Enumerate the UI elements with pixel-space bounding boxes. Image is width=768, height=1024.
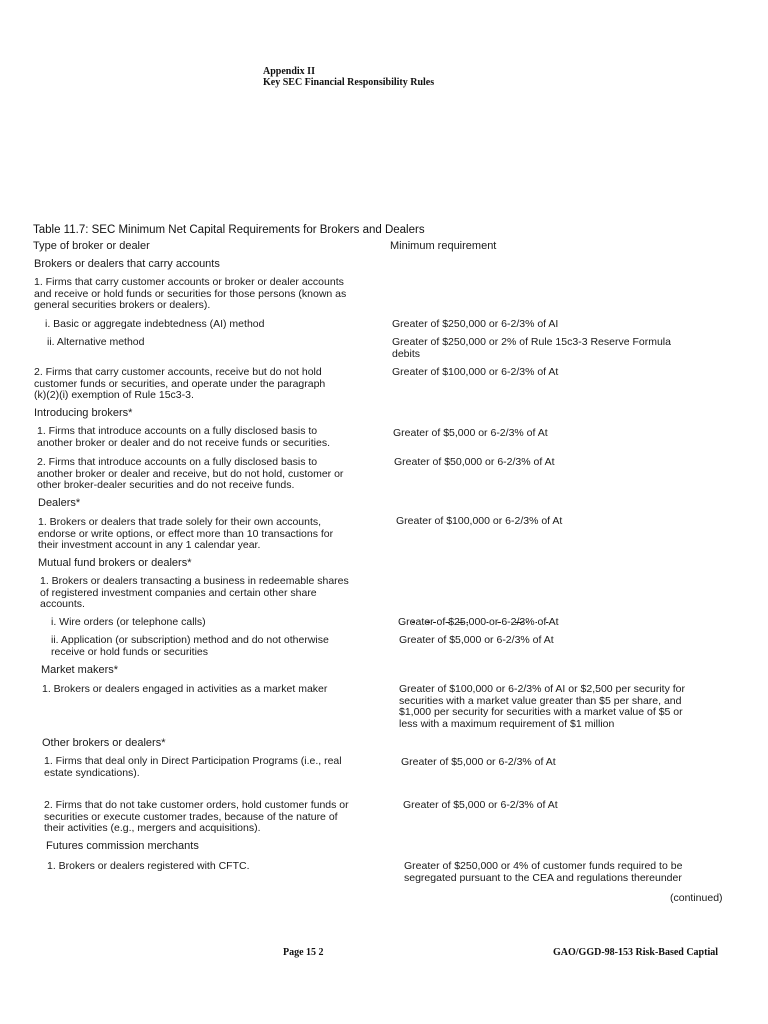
req-carry-1-ii: [392, 337, 671, 360]
continued-note: (continued): [670, 892, 723, 904]
section-introducing-brokers: Introducing brokers*: [34, 407, 133, 419]
req-introducing-1: Greater of $5,000 or 6-2/3% of At: [393, 427, 548, 439]
text-line: 1. Firms that carry customer accounts or broker or dealer accounts: [34, 276, 344, 288]
row-futures-1: 1. Brokers or dealers registered with CFTC.: [47, 860, 250, 872]
text-line: 2. Firms that introduce accounts on a fully disclosed basis to: [37, 456, 318, 468]
text-line: their activities (e.g., mergers and acquisitions).: [44, 822, 261, 834]
text-line: another broker or dealer and do not receive funds or securities.: [37, 436, 331, 449]
row-carry-1: [34, 277, 346, 312]
text-line: estate syndications).: [44, 766, 140, 779]
req-futures-1: [404, 861, 682, 884]
column-header-type: Type of broker or dealer: [33, 240, 150, 252]
section-dealers: Dealers*: [38, 497, 81, 509]
text-line: Greater of $250,000 or 4% of customer funds required to be: [404, 860, 683, 872]
appendix-header: [263, 66, 434, 88]
text-line: another broker or dealer and receive, but do not hold, customer or: [37, 467, 344, 480]
row-other-1: [44, 756, 342, 779]
req-carry-1-i: Greater of $250,000 or 6-2/3% of AI: [392, 318, 559, 330]
text-line: securities or execute customer trades, because of the nature of: [44, 810, 338, 823]
req-mutual-1-ii: Greater of $5,000 or 6-2/3% of At: [399, 634, 554, 646]
document-id: GAO/GGD-98-153 Risk-Based Captial: [553, 947, 719, 958]
page-number: Page 15 2: [283, 947, 324, 958]
row-carry-1-i: i. Basic or aggregate indebtedness (AI) method: [45, 318, 265, 330]
appendix-label: Appendix II: [263, 66, 315, 77]
text-line: 1. Firms that deal only in Direct Participation Programs (i.e., real: [44, 755, 342, 767]
section-mutual-fund: Mutual fund brokers or dealers*: [38, 557, 192, 569]
req-dealers-1: Greater of $100,000 or 6-2/3% of At: [396, 515, 563, 527]
text-line: less with a maximum requirement of $1 million: [399, 717, 615, 730]
section-market-makers: Market makers*: [41, 664, 119, 676]
req-mutual-1-i: Greater of $25,000 or 6-2/3% of At: [398, 616, 559, 628]
text-line: endorse or write options, or effect more than 10 transactions for: [38, 527, 334, 540]
text-line: securities with a market value greater than $5 per share, and: [399, 694, 682, 707]
section-futures: Futures commission merchants: [46, 840, 199, 852]
row-market-1: 1. Brokers or dealers engaged in activities as a market maker: [42, 683, 328, 695]
text-line: of registered investment companies and certain other share: [40, 586, 317, 599]
text-line: customer funds or securities, and operate under the paragraph: [34, 377, 326, 390]
text-line: (k)(2)(i) exemption of Rule 15c3-3.: [34, 389, 194, 401]
text-line: general securities brokers or dealers).: [34, 299, 211, 311]
req-other-1: Greater of $5,000 or 6-2/3% of At: [401, 756, 556, 768]
row-mutual-1: [40, 576, 349, 611]
text-line: ii. Application (or subscription) method and do not otherwise: [51, 634, 329, 646]
row-introducing-2: [37, 457, 343, 492]
section-carry-accounts: Brokers or dealers that carry accounts: [34, 258, 220, 270]
row-mutual-1-i: i. Wire orders (or telephone calls): [51, 616, 206, 628]
row-dealers-1: [38, 517, 333, 552]
text-line: their investment account in any 1 calendar year.: [38, 539, 261, 551]
column-header-requirement: Minimum requirement: [390, 240, 497, 252]
text-line: 1. Brokers or dealers transacting a business in redeemable shares: [40, 575, 349, 587]
row-carry-1-ii: ii. Alternative method: [47, 336, 145, 348]
req-market-1: [399, 684, 685, 730]
text-line: 1. Firms that introduce accounts on a fully disclosed basis to: [37, 425, 318, 437]
table-caption: Table 11.7: SEC Minimum Net Capital Requirements for Brokers and Dealers: [33, 224, 425, 236]
text-line: accounts.: [40, 598, 85, 610]
text-line: 2. Firms that do not take customer orders, hold customer funds or: [44, 799, 349, 811]
req-other-2: Greater of $5,000 or 6-2/3% of At: [403, 799, 558, 811]
text-line: segregated pursuant to the CEA and regulations thereunder: [404, 871, 682, 884]
text-line: other broker-dealer securities and do not receive funds.: [37, 479, 295, 491]
text-line: 1. Brokers or dealers that trade solely for their own accounts,: [38, 516, 322, 528]
row-other-2: [44, 800, 349, 835]
row-carry-2: [34, 367, 325, 402]
text-line: debits: [392, 347, 421, 360]
text-line: receive or hold funds or securities: [51, 645, 208, 658]
text-line: $1,000 per security for securities with a market value of $5 or: [399, 706, 683, 718]
row-introducing-1: [37, 426, 330, 449]
text-line: Greater of $100,000 or 6-2/3% of AI or $2,500 per security for: [399, 683, 685, 695]
text-line: Greater of $250,000 or 2% of Rule 15c3-3 Reserve Formula: [392, 336, 671, 348]
row-mutual-1-ii: [51, 635, 329, 658]
section-other-brokers: Other brokers or dealers*: [42, 737, 166, 749]
appendix-title: Key SEC Financial Responsibility Rules: [263, 77, 435, 88]
req-carry-2: Greater of $100,000 or 6-2/3% of At: [392, 366, 559, 378]
text-line: 2. Firms that carry customer accounts, receive but do not hold: [34, 366, 322, 378]
req-introducing-2: Greater of $50,000 or 6-2/3% of At: [394, 456, 555, 468]
text-line: and receive or hold funds or securities for those persons (known as: [34, 287, 347, 300]
